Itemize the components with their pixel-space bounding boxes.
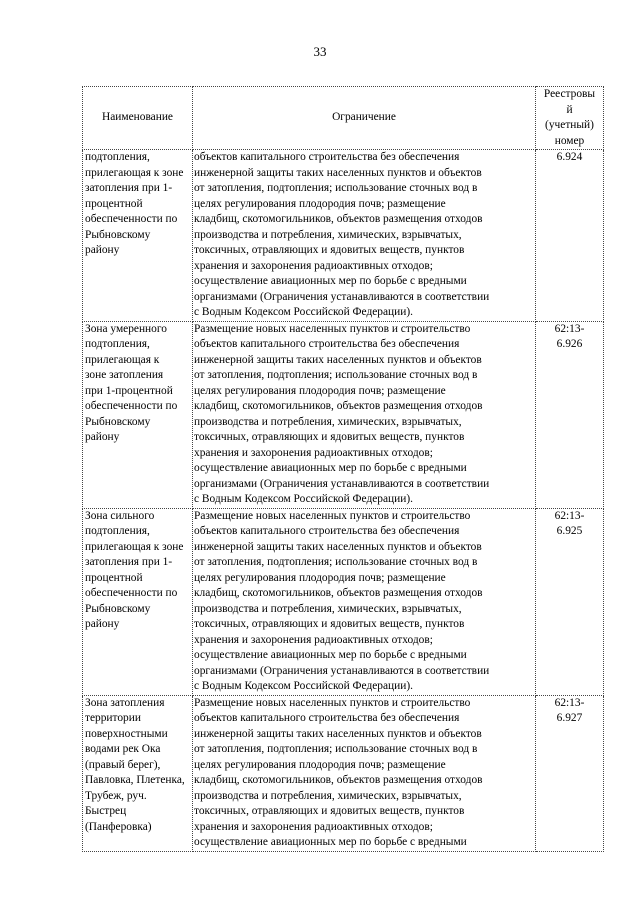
restrictions-table <box>82 86 604 852</box>
header-restriction: Ограничение <box>193 87 536 150</box>
zone-name-cell: Зона умеренного подтопления, прилегающая к зоне затопления при 1-процентной обеспеченности по Рыбновскому району <box>83 321 193 508</box>
header-name: Наименование <box>83 87 193 150</box>
restriction-cell: объектов капитального строительства без обеспечения инженерной защиты таких населенных пунктов и объектов от затопления, подтопления; использование сточных вод в целях регулирования плодородия почв; размещение кладбищ, скотомогильников, объектов размещения отходов производства и потребления, химических, взрывчатых, токсичных, отравляющих и ядовитых веществ, пунктов хранения и захоронения радиоактивных отходов; осуществление авиационных мер по борьбе с вредными организмами (Ограничения устанавливаются в соответствии с Водным Кодексом Российской Федерации). <box>193 150 536 322</box>
table-row <box>83 508 604 695</box>
table-row <box>83 150 604 322</box>
restriction-cell: Размещение новых населенных пунктов и строительство объектов капитального строительства без обеспечения инженерной защиты таких населенных пунктов и объектов от затопления, подтопления; использование сточных вод в целях регулирования плодородия почв; размещение кладбищ, скотомогильников, объектов размещения отходов производства и потребления, химических, взрывчатых, токсичных, отравляющих и ядовитых веществ, пунктов хранения и захоронения радиоактивных отходов; осуществление авиационных мер по борьбе с вредными организмами (Ограничения устанавливаются в соответствии с Водным Кодексом Российской Федерации). <box>193 508 536 695</box>
page-number: 33 <box>313 44 327 59</box>
table-header-row <box>83 87 604 150</box>
table-row <box>83 321 604 508</box>
registry-number-cell: 62:13- 6.927 <box>536 695 604 851</box>
restriction-cell: Размещение новых населенных пунктов и строительство объектов капитального строительства без обеспечения инженерной защиты таких населенных пунктов и объектов от затопления, подтопления; использование сточных вод в целях регулирования плодородия почв; размещение кладбищ, скотомогильников, объектов размещения отходов производства и потребления, химических, взрывчатых, токсичных, отравляющих и ядовитых веществ, пунктов хранения и захоронения радиоактивных отходов; осуществление авиационных мер по борьбе с вредными организмами (Ограничения устанавливаются в соответствии с Водным Кодексом Российской Федерации). <box>193 321 536 508</box>
zone-name-cell: подтопления, прилегающая к зоне затопления при 1- процентной обеспеченности по Рыбновскому району <box>83 150 193 322</box>
registry-number-cell: 62:13- 6.926 <box>536 321 604 508</box>
table-row <box>83 695 604 851</box>
zone-name-cell: Зона сильного подтопления, прилегающая к зоне затопления при 1- процентной обеспеченности по Рыбновскому району <box>83 508 193 695</box>
registry-number-cell: 62:13- 6.925 <box>536 508 604 695</box>
restriction-cell: Размещение новых населенных пунктов и строительство объектов капитального строительства без обеспечения инженерной защиты таких населенных пунктов и объектов от затопления, подтопления; использование сточных вод в целях регулирования плодородия почв; размещение кладбищ, скотомогильников, объектов размещения отходов производства и потребления, химических, взрывчатых, токсичных, отравляющих и ядовитых веществ, пунктов хранения и захоронения радиоактивных отходов; осуществление авиационных мер по борьбе с вредными <box>193 695 536 851</box>
zone-name-cell: Зона затопления территории поверхностными водами рек Ока (правый берег), Павловка, Плетенка, Трубеж, руч. Быстрец (Панферовка) <box>83 695 193 851</box>
header-registry-number: Реестровы й (учетный) номер <box>536 87 604 150</box>
registry-number-cell: 6.924 <box>536 150 604 322</box>
